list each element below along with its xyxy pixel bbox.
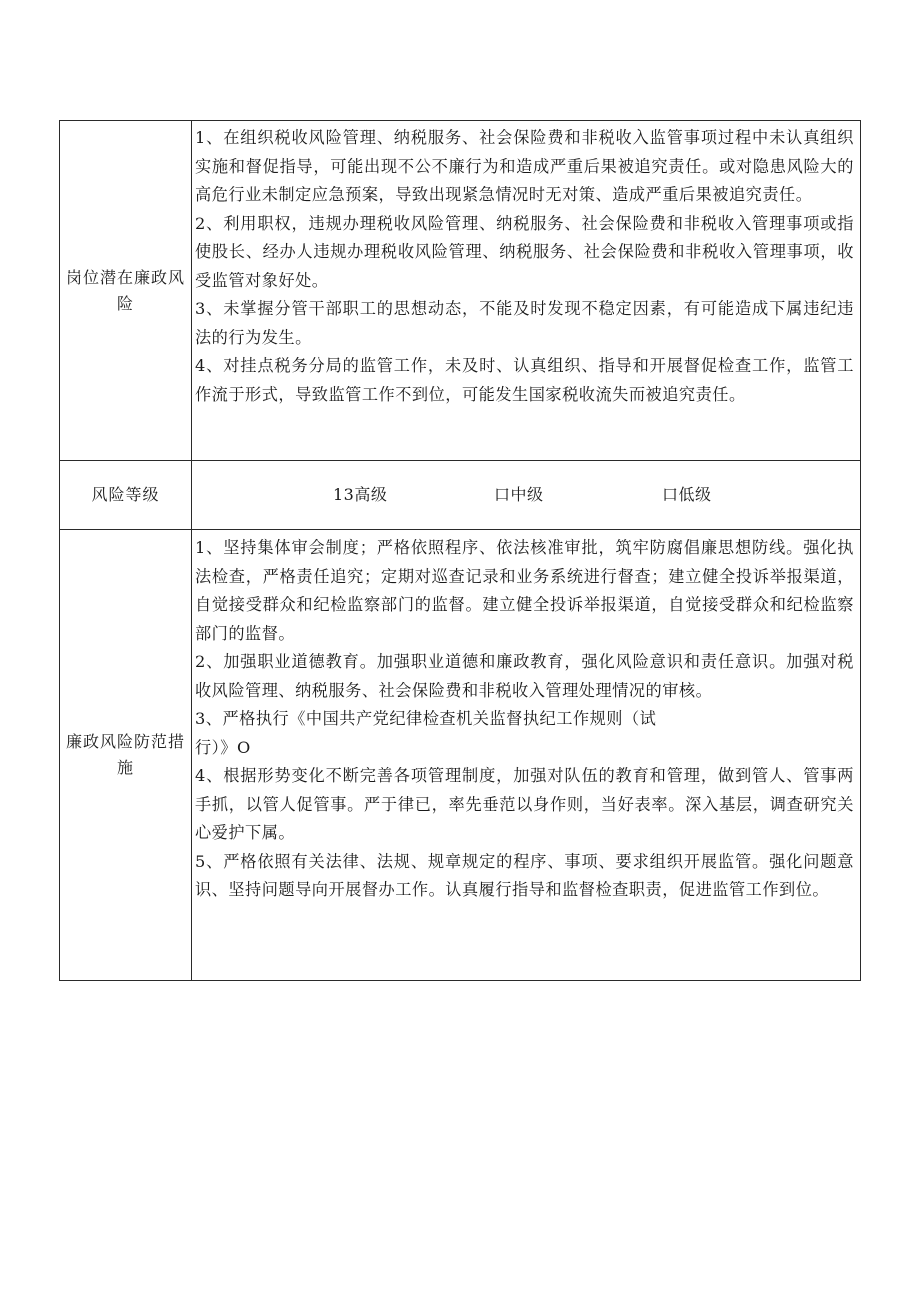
risk-item-3: 3、未掌握分管干部职工的思想动态，不能及时发现不稳定因素，有可能造成下属违纪违法的行为发生。: [195, 299, 854, 347]
measure-item-4: 4、根据形势变化不断完善各项管理制度，加强对队伍的教育和管理，做到管人、管事两手抓，以管人促管事。严于律已，率先垂范以身作则，当好表率。深入基层，调查研究关心爱护下属。: [195, 766, 854, 842]
measures-label: 廉政风险防范措施: [60, 530, 192, 981]
risk-content: [192, 121, 861, 461]
risk-level-label: 风险等级: [60, 461, 192, 530]
risk-level-high: 13高级: [333, 485, 388, 504]
risk-row: [60, 121, 861, 461]
risk-level-medium: 口中级: [494, 485, 544, 504]
measure-item-5: 5、严格依照有关法律、法规、规章规定的程序、事项、要求组织开展监管。强化问题意识、坚持问题导向开展督办工作。认真履行指导和监督检查职责，促进监管工作到位。: [195, 851, 854, 899]
measure-item-3: 3、严格执行《中国共产党纪律检查机关监督执纪工作规则（试: [195, 709, 657, 728]
risk-level-options: [192, 461, 861, 530]
risk-level-row: [60, 461, 861, 530]
risk-level-low: 口低级: [662, 485, 712, 504]
measures-content: [192, 530, 861, 981]
integrity-risk-table: [59, 120, 861, 981]
risk-item-2: 2、利用职权，违规办理税收风险管理、纳税服务、社会保险费和非税收入管理事项或指使股长、经办人违规办理税收风险管理、纳税服务、社会保险费和非税收入管理事项，收受监管对象好处。: [195, 213, 854, 290]
measure-item-2: 2、加强职业道德教育。加强职业道德和廉政教育，强化风险意识和责任意识。加强对税收风险管理、纳税服务、社会保险费和非税收入管理处理情况的审核。: [195, 652, 854, 700]
risk-item-1: 1、在组织税收风险管理、纳税服务、社会保险费和非税收入监管事项过程中未认真组织实施和督促指导，可能出现不公不廉行为和造成严重后果被追究责任。或对隐患风险大的高危行业未制定应急预案，导致出现紧急情况时无对策、造成严重后果被追究责任。: [195, 128, 854, 204]
risk-label: 岗位潜在廉政风险: [60, 121, 192, 461]
measures-row: [60, 530, 861, 981]
risk-item-4: 4、对挂点税务分局的监管工作，未及时、认真组织、指导和开展督促检查工作，监管工作流于形式，导致监管工作不到位，可能发生国家税收流失而被追究责任。: [195, 356, 854, 404]
measure-item-3-cont: 行）》O: [195, 737, 251, 757]
measure-item-1: 1、坚持集体审会制度；严格依照程序、依法核准审批，筑牢防腐倡廉思想防线。强化执法检查，严格责任追究；定期对巡查记录和业务系统进行督查；建立健全投诉举报渠道，自觉接受群众和纪检监察部门的监督。建立健全投诉举报渠道，自觉接受群众和纪检监察部门的监督。: [195, 538, 854, 643]
